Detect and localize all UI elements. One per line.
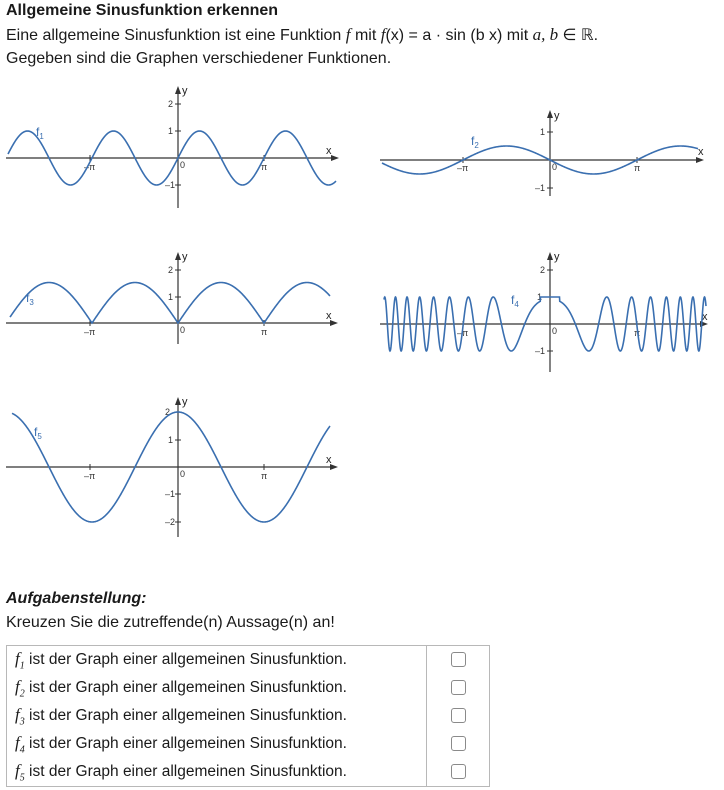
y-axis-label: y	[182, 85, 188, 97]
x-label-pi: π	[261, 327, 268, 337]
choice-text: ist der Graph einer allgemeinen Sinusfunktion.	[24, 706, 347, 724]
checkbox-f4[interactable]	[451, 736, 466, 751]
choice-row	[7, 646, 490, 675]
y-label-2: 2	[165, 407, 171, 417]
y-label-1: 1	[168, 292, 174, 302]
choice-statement	[7, 702, 427, 730]
checkbox-f2[interactable]	[451, 680, 466, 695]
x-label-mpi: –π	[84, 471, 96, 481]
x-label-pi: π	[634, 328, 641, 338]
y-axis-arrow	[547, 252, 553, 260]
choice-statement	[7, 730, 427, 758]
intro-mit: mit	[350, 27, 381, 44]
y-axis-arrow	[547, 110, 553, 118]
curve-label-f4: $f_4$	[511, 293, 519, 309]
graph-f5	[6, 395, 341, 543]
graph-f4	[380, 250, 715, 375]
x-label-mpi: –π	[84, 162, 96, 172]
x-label-0: 0	[552, 326, 558, 336]
y-label-m1: –1	[165, 489, 176, 499]
choice-cell	[427, 646, 490, 675]
intro-definition	[6, 25, 598, 45]
y-label-1: 1	[168, 435, 174, 445]
x-axis-label: x	[326, 145, 332, 157]
y-axis-label: y	[182, 396, 188, 408]
y-label-1: 1	[168, 126, 174, 136]
choice-fname: $f_1$	[15, 648, 25, 672]
y-label-2: 2	[540, 265, 546, 275]
graph-f3-svg	[6, 250, 341, 345]
curve-label-f1: $f_1$	[36, 125, 44, 141]
intro-text: Eine allgemeine Sinusfunktion ist eine Funktion	[6, 27, 346, 44]
y-label-2: 2	[168, 265, 174, 275]
curve-f3	[10, 283, 330, 324]
choice-table	[6, 645, 490, 787]
checkbox-f1[interactable]	[451, 652, 466, 667]
graph-f5-svg	[6, 395, 341, 543]
x-label-mpi: –π	[457, 163, 469, 173]
x-axis-arrow	[331, 155, 339, 161]
intro-given: Gegeben sind die Graphen verschiedener Funktionen.	[6, 50, 392, 67]
choice-cell	[427, 674, 490, 702]
y-label-m1: –1	[165, 180, 176, 190]
x-axis-label: x	[326, 310, 332, 322]
choice-statement	[7, 758, 427, 787]
y-label-1: 1	[540, 127, 546, 137]
choice-fname: $f_3$	[15, 704, 25, 728]
x-label-pi: π	[261, 162, 268, 172]
choice-cell	[427, 758, 490, 787]
x-label-mpi: –π	[84, 327, 96, 337]
y-label-m2: –2	[165, 517, 176, 527]
y-axis-label: y	[554, 251, 560, 263]
choice-text: ist der Graph einer allgemeinen Sinusfunktion.	[24, 734, 347, 752]
graph-f4-svg	[380, 250, 715, 375]
intro-ab: a, b	[532, 25, 559, 44]
y-label-m1: –1	[535, 183, 546, 193]
y-axis-arrow	[175, 252, 181, 260]
graph-f1-svg	[6, 84, 341, 209]
y-axis-label: y	[554, 110, 560, 122]
choice-row	[7, 702, 490, 730]
choice-text: ist der Graph einer allgemeinen Sinusfunktion.	[24, 678, 347, 696]
choice-cell	[427, 730, 490, 758]
choice-row	[7, 674, 490, 702]
choice-fname: $f_5$	[15, 760, 25, 784]
x-axis-label: x	[698, 146, 704, 158]
page-title: Allgemeine Sinusfunktion erkennen	[6, 2, 279, 19]
x-label-pi: π	[261, 471, 268, 481]
choice-fname: $f_4$	[15, 732, 25, 756]
task-heading: Aufgabenstellung:	[6, 590, 147, 607]
choice-statement	[7, 674, 427, 702]
x-label-0: 0	[180, 469, 186, 479]
graph-f3	[6, 250, 341, 345]
choice-row	[7, 758, 490, 787]
x-label-mpi: –π	[457, 328, 469, 338]
task-instruction: Kreuzen Sie die zutreffende(n) Aussage(n) an!	[6, 614, 335, 631]
x-label-0: 0	[180, 325, 186, 335]
checkbox-f5[interactable]	[451, 764, 466, 779]
choice-text: ist der Graph einer allgemeinen Sinusfunktion.	[24, 762, 347, 780]
y-label-m1: –1	[535, 346, 546, 356]
x-label-0: 0	[180, 160, 186, 170]
choice-text: ist der Graph einer allgemeinen Sinusfunktion.	[24, 650, 347, 668]
checkbox-f3[interactable]	[451, 708, 466, 723]
y-label-1: 1	[537, 292, 543, 302]
graph-f2-svg	[380, 108, 710, 198]
intro-set: ∈ ℝ.	[558, 27, 599, 44]
x-label-pi: π	[634, 163, 641, 173]
x-axis-label: x	[326, 454, 332, 466]
intro-f: f	[345, 25, 351, 44]
y-axis-arrow	[175, 86, 181, 94]
intro-fx: f	[380, 25, 386, 44]
choice-row	[7, 730, 490, 758]
y-label-2: 2	[168, 99, 174, 109]
x-label-0: 0	[552, 162, 558, 172]
choice-statement	[7, 646, 427, 675]
x-axis-label: x	[702, 311, 708, 323]
choice-fname: $f_2$	[15, 676, 25, 700]
y-axis-label: y	[182, 251, 188, 263]
curve-label-f2: $f_2$	[471, 134, 479, 150]
choice-cell	[427, 702, 490, 730]
y-axis-arrow	[175, 397, 181, 405]
graph-f1	[6, 84, 341, 209]
intro-formula: (x) = a · sin (b x) mit	[385, 27, 533, 44]
curve-label-f3: $f_3$	[26, 291, 34, 307]
curve-label-f5: $f_5$	[34, 425, 42, 441]
graph-f2	[380, 108, 710, 198]
